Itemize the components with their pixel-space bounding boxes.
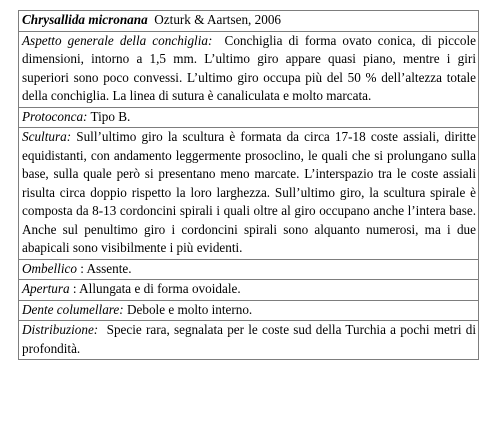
dente-row [19, 300, 479, 321]
ombellico-cell [19, 259, 479, 280]
apertura-label: Apertura [22, 281, 70, 296]
ombellico-label: Ombellico [22, 260, 77, 276]
distribuzione-text: Specie rara, segnalata per le coste sud della Turchia a pochi metri di profondità. [22, 322, 476, 356]
apertura-cell [19, 280, 479, 301]
protoconca-cell [19, 107, 479, 128]
protoconca-label: Protoconca: [22, 108, 88, 124]
species-description-sheet [18, 10, 479, 360]
aspetto-cell [19, 31, 479, 107]
scultura-label: Scultura: [22, 129, 72, 144]
aspetto-row [19, 31, 479, 107]
dente-label: Dente columellare: [22, 301, 124, 317]
protoconca-text: Tipo B. [90, 108, 131, 124]
dente-cell [19, 300, 479, 321]
species-authority: Ozturk & Aartsen, 2006 [154, 12, 282, 27]
aspetto-text: Conchiglia di forma ovato conica, di piccole dimensioni, intorno a 1,5 mm. L’ultimo giro appare quasi piano, mentre i giri superiori sono poco convessi. L’ultimo giro occupa più del 50 % dell’altezza totale della conchiglia. La linea di sutura è canaliculata e molto marcata. [22, 32, 476, 103]
distribuzione-label: Distribuzione: [22, 322, 99, 337]
scultura-text: Sull’ultimo giro la scultura è formata da circa 17-18 coste assiali, diritte equidistanti, con andamento leggermente prosoclino, le quali che si prolungano sulla base, sulla quale però si presentano meno marcate. L’interspazio tra le coste assiali risulta circa doppio rispetto la loro larghezza. Sull’ultimo giro, la scultura spirale è composta da 8-13 cordoncini spirali i quali oltre al giro occupano anche l’intera base. Anche sul penultimo giro i cordoncini spirali sono alquanto numerosi, ma i due abapicali sono visibilmente i più evidenti. [22, 129, 476, 255]
distribuzione-row [19, 321, 479, 360]
header-cell [19, 11, 479, 32]
apertura-row [19, 280, 479, 301]
apertura-text: : Allungata e di forma ovoidale. [72, 281, 241, 296]
scultura-cell [19, 128, 479, 260]
species-description-table [18, 10, 479, 360]
scultura-row [19, 128, 479, 260]
distribuzione-cell [19, 321, 479, 360]
dente-text: Debole e molto interno. [126, 301, 253, 317]
aspetto-label: Aspetto generale della conchiglia: [22, 32, 213, 48]
ombellico-text: : Assente. [80, 260, 132, 276]
species-name: Chrysallida micronana [22, 12, 148, 27]
ombellico-row [19, 259, 479, 280]
protoconca-row [19, 107, 479, 128]
header-row [19, 11, 479, 32]
